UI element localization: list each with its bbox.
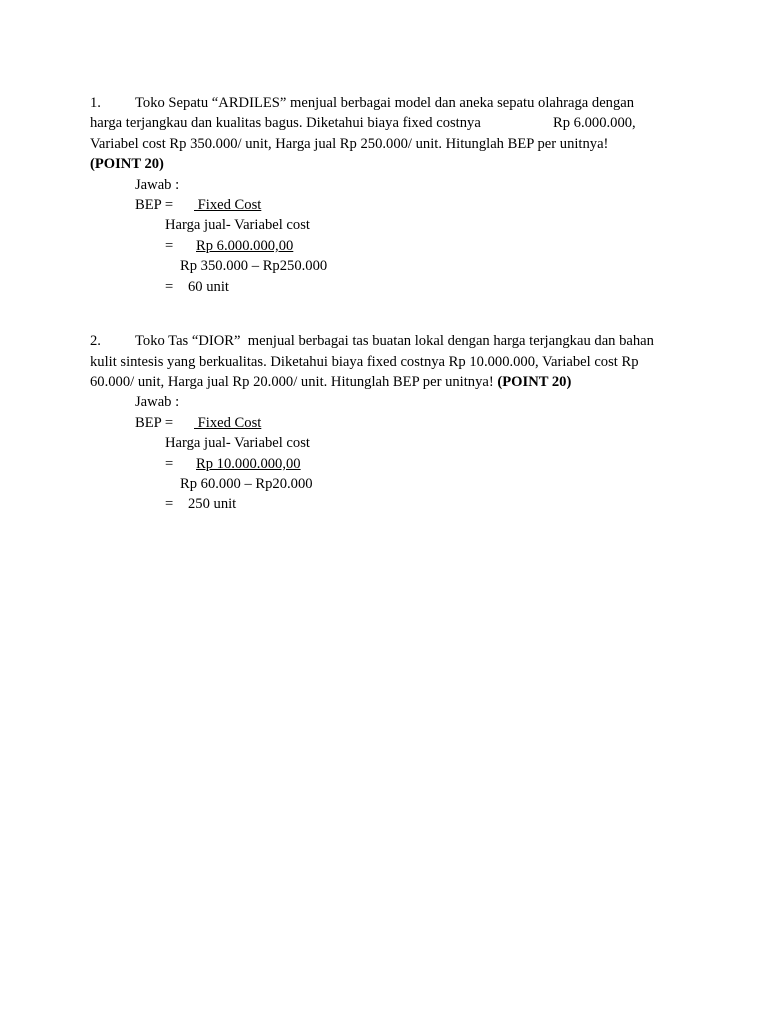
q1-point-label: (POINT 20) [90, 156, 164, 172]
q2-denominator-value: Rp 60.000 – Rp20.000 [180, 476, 313, 492]
q2-text-line-3: 60.000/ unit, Harga jual Rp 20.000/ unit. Hitunglah BEP per unitnya! [90, 374, 494, 390]
q1-line-1 [90, 93, 634, 113]
q1-formula-denominator: Harga jual- Variabel cost [165, 217, 310, 233]
q1-point [90, 154, 164, 174]
q2-text-line-2: kulit sintesis yang berkualitas. Diketahui biaya fixed costnya Rp 10.000.000, Variabel cost Rp [90, 354, 639, 370]
q1-bep-label: BEP = [135, 197, 174, 213]
q1-fixed-cost-value: Rp 6.000.000, [553, 115, 636, 131]
q2-point-label: (POINT 20) [497, 374, 572, 390]
q1-text-line-2a: harga terjangkau dan kualitas bagus. Diketahui biaya fixed costnya [90, 115, 481, 131]
q2-numerator-value: Rp 10.000.000,00 [196, 456, 301, 472]
q1-text-line-1: Toko Sepatu “ARDILES” menjual berbagai model dan aneka sepatu olahraga dengan [135, 95, 635, 111]
q1-answer-label: Jawab : [135, 177, 180, 193]
q2-equals-2: = [165, 496, 174, 512]
q1-numerator-value: Rp 6.000.000,00 [196, 238, 294, 254]
q1-equals-2: = [165, 279, 174, 295]
q1-formula-numerator: Fixed Cost [194, 197, 262, 213]
q2-formula-numerator: Fixed Cost [194, 415, 262, 431]
q2-line-1 [90, 331, 654, 351]
q1-denominator-value: Rp 350.000 – Rp250.000 [180, 258, 328, 274]
q1-result: 60 unit [188, 279, 229, 295]
q1-number: 1. [90, 95, 101, 111]
q2-bep-label: BEP = [135, 415, 174, 431]
q1-line-2 [90, 113, 481, 133]
q2-number: 2. [90, 333, 101, 349]
q2-answer-label: Jawab : [135, 394, 180, 410]
q2-text-line-1: Toko Tas “DIOR” menjual berbagai tas buatan lokal dengan harga terjangkau dan bahan [135, 333, 654, 349]
q2-equals-1: = [165, 456, 174, 472]
q1-text-line-3: Variabel cost Rp 350.000/ unit, Harga jual Rp 250.000/ unit. Hitunglah BEP per unitnya! [90, 136, 609, 152]
q2-result: 250 unit [188, 496, 237, 512]
q2-line-3 [90, 372, 571, 392]
q1-equals-1: = [165, 238, 174, 254]
q2-formula-denominator: Harga jual- Variabel cost [165, 435, 310, 451]
